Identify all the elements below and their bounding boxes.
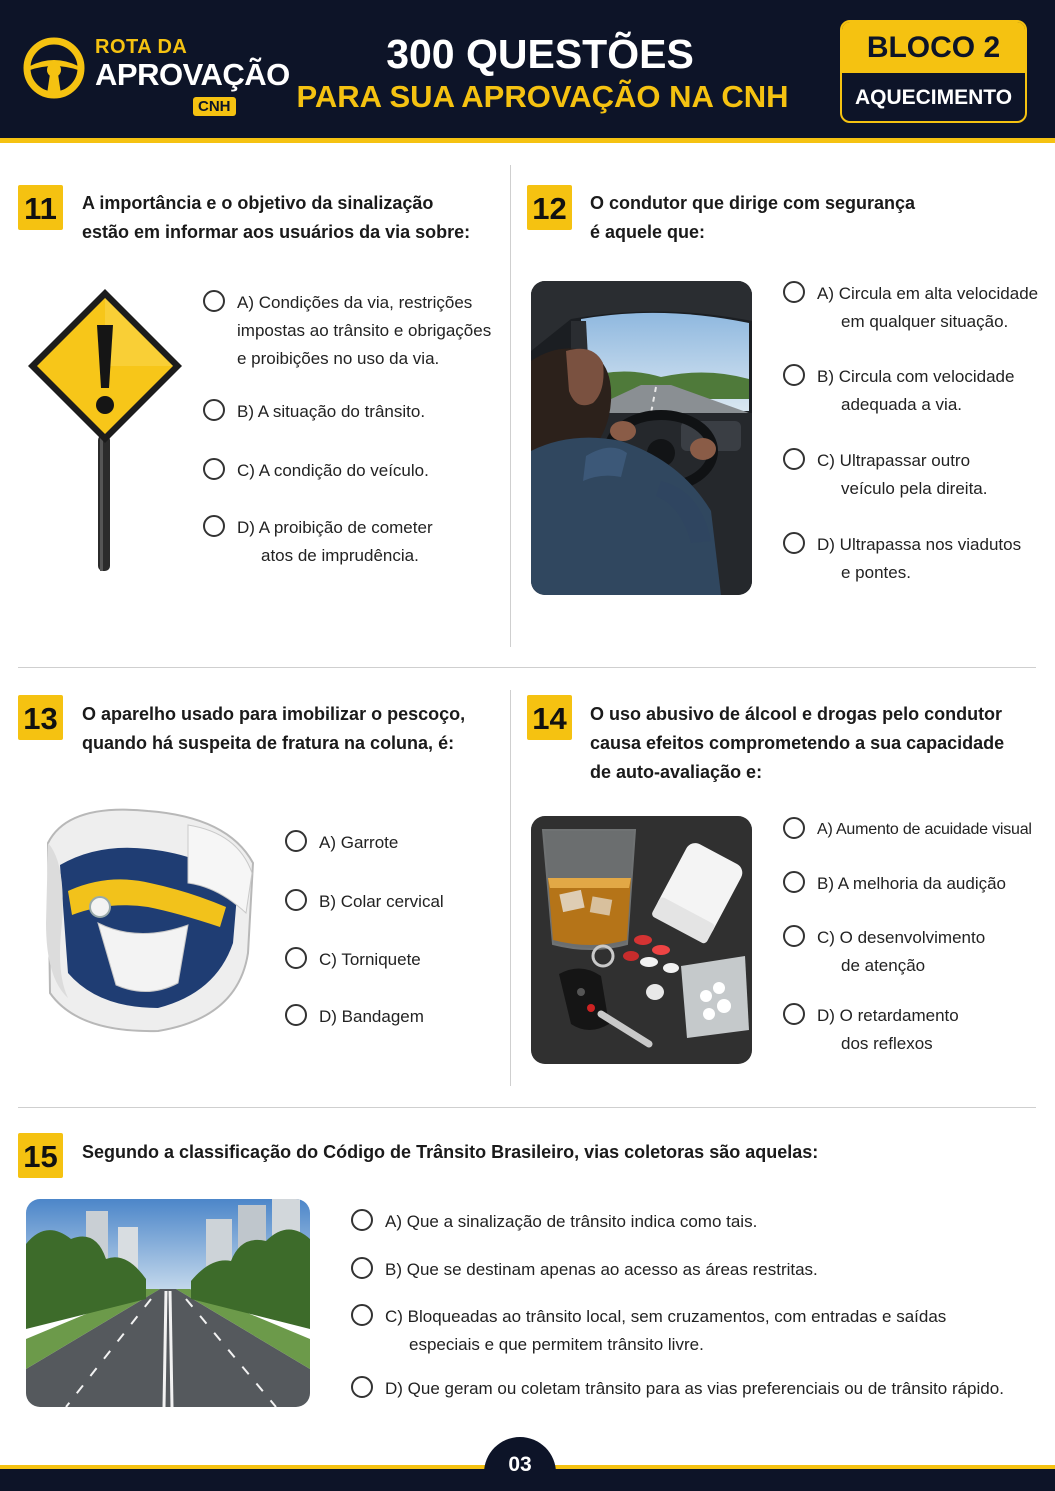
answer-option-c[interactable] xyxy=(351,1303,1041,1359)
row-divider xyxy=(18,667,1036,668)
answer-option-c[interactable] xyxy=(203,457,503,485)
option-text: A) Condições da via, restrições impostas ao trânsito e obrigações e proibições no uso da via. xyxy=(237,293,492,368)
warning-sign-image xyxy=(24,285,186,575)
question-text xyxy=(590,189,1030,247)
answer-option-b[interactable] xyxy=(351,1256,1041,1284)
answer-option-a[interactable] xyxy=(285,829,505,857)
answer-option-d[interactable] xyxy=(285,1003,505,1031)
radio-button[interactable] xyxy=(351,1376,373,1398)
column-divider xyxy=(510,165,511,647)
question-number: 12 xyxy=(527,185,572,230)
option-text: D) O retardamento dos reflexos xyxy=(817,1006,959,1053)
option-text: B) Que se destinam apenas ao acesso as áreas restritas. xyxy=(385,1260,818,1279)
bloco-badge xyxy=(840,20,1027,123)
question-number: 15 xyxy=(18,1133,63,1178)
radio-button[interactable] xyxy=(285,830,307,852)
option-text: A) Garrote xyxy=(319,833,399,852)
answer-option-a[interactable] xyxy=(351,1208,1041,1236)
radio-button[interactable] xyxy=(783,364,805,386)
option-text: B) A melhoria da audição xyxy=(817,874,1007,893)
radio-button[interactable] xyxy=(285,889,307,911)
question-text-line: O condutor que dirige com segurança xyxy=(590,193,916,213)
question-number: 14 xyxy=(527,695,572,740)
radio-button[interactable] xyxy=(783,448,805,470)
bloco-label: BLOCO 2 xyxy=(842,22,1025,73)
answer-option-a[interactable] xyxy=(203,289,503,373)
option-text: D) Bandagem xyxy=(319,1007,424,1026)
page-number: 03 xyxy=(484,1437,556,1491)
radio-button[interactable] xyxy=(351,1209,373,1231)
question-number: 13 xyxy=(18,695,63,740)
option-text: C) Ultrapassar outro veículo pela direita. xyxy=(817,451,988,498)
radio-button[interactable] xyxy=(783,817,805,839)
question-text-line: quando há suspeita de fratura na coluna, é: xyxy=(82,733,455,753)
option-text: A) Circula em alta velocidade em qualquer situação. xyxy=(817,284,1039,331)
option-text: C) A condição do veículo. xyxy=(237,461,429,480)
option-text: B) A situação do trânsito. xyxy=(237,402,426,421)
question-text-line: de auto-avaliação e: xyxy=(590,762,763,782)
radio-button[interactable] xyxy=(783,871,805,893)
answer-option-a[interactable] xyxy=(783,280,1048,336)
answer-option-c[interactable] xyxy=(783,447,1048,503)
option-text: A) Que a sinalização de trânsito indica como tais. xyxy=(385,1212,758,1231)
radio-button[interactable] xyxy=(203,515,225,537)
page-header xyxy=(0,0,1055,143)
option-text: A) Aumento de acuidade visual xyxy=(817,821,1032,838)
answer-option-c[interactable] xyxy=(285,946,505,974)
road-photo xyxy=(26,1199,310,1407)
page-subtitle: PARA SUA APROVAÇÃO NA CNH xyxy=(296,79,789,114)
answer-option-d[interactable] xyxy=(203,514,503,570)
radio-button[interactable] xyxy=(783,1003,805,1025)
question-text xyxy=(590,700,1045,787)
question-text-line: estão em informar aos usuários da via sobre: xyxy=(82,222,471,242)
radio-button[interactable] xyxy=(203,458,225,480)
question-text-line: O uso abusivo de álcool e drogas pelo condutor xyxy=(590,704,1003,724)
question-text: Segundo a classificação do Código de Trânsito Brasileiro, vias coletoras são aquelas: xyxy=(82,1142,819,1162)
question-text-line: A importância e o objetivo da sinalização xyxy=(82,193,434,213)
logo xyxy=(95,36,290,92)
question-text xyxy=(82,700,507,758)
steering-wheel-icon xyxy=(22,36,86,100)
option-text: D) A proibição de cometer atos de imprudência. xyxy=(237,518,433,565)
column-divider xyxy=(510,690,511,1086)
radio-button[interactable] xyxy=(783,281,805,303)
radio-button[interactable] xyxy=(783,925,805,947)
driver-photo xyxy=(531,281,752,595)
question-number: 11 xyxy=(18,185,63,230)
answer-option-a[interactable] xyxy=(783,816,1051,844)
radio-button[interactable] xyxy=(351,1257,373,1279)
option-text: D) Que geram ou coletam trânsito para as vias preferenciais ou de trânsito rápido. xyxy=(385,1379,1004,1398)
answer-option-d[interactable] xyxy=(783,531,1048,587)
logo-badge: CNH xyxy=(193,97,236,116)
question-text-line: causa efeitos comprometendo a sua capacidade xyxy=(590,733,1005,753)
alcohol-drugs-photo xyxy=(531,816,752,1064)
option-text: C) Bloqueadas ao trânsito local, sem cruzamentos, com entradas e saídas especiais e que permitem trânsito livre. xyxy=(385,1307,947,1354)
logo-line2: APROVAÇÃO xyxy=(95,57,290,92)
bloco-sub: AQUECIMENTO xyxy=(854,86,1013,109)
radio-button[interactable] xyxy=(351,1304,373,1326)
question-text-line: O aparelho usado para imobilizar o pescoço, xyxy=(82,704,466,724)
answer-option-b[interactable] xyxy=(783,363,1048,419)
option-text: C) Torniquete xyxy=(319,950,421,969)
option-text: B) Circula com velocidade adequada a via. xyxy=(817,367,1015,414)
answer-option-d[interactable] xyxy=(351,1375,1041,1403)
row-divider xyxy=(18,1107,1036,1108)
radio-button[interactable] xyxy=(285,947,307,969)
logo-line1: ROTA DA xyxy=(95,36,188,58)
option-text: D) Ultrapassa nos viadutos e pontes. xyxy=(817,535,1022,582)
question-text xyxy=(82,189,502,247)
option-text: C) O desenvolvimento de atenção xyxy=(817,928,986,975)
question-text-line: é aquele que: xyxy=(590,222,706,242)
radio-button[interactable] xyxy=(203,399,225,421)
answer-option-b[interactable] xyxy=(285,888,505,916)
cervical-collar-image xyxy=(38,803,260,1037)
radio-button[interactable] xyxy=(783,532,805,554)
answer-option-c[interactable] xyxy=(783,924,1051,980)
option-text: B) Colar cervical xyxy=(319,892,444,911)
page-title: 300 QUESTÕES xyxy=(386,31,694,77)
answer-option-b[interactable] xyxy=(783,870,1051,898)
radio-button[interactable] xyxy=(285,1004,307,1026)
answer-option-d[interactable] xyxy=(783,1002,1051,1058)
radio-button[interactable] xyxy=(203,290,225,312)
answer-option-b[interactable] xyxy=(203,398,503,426)
